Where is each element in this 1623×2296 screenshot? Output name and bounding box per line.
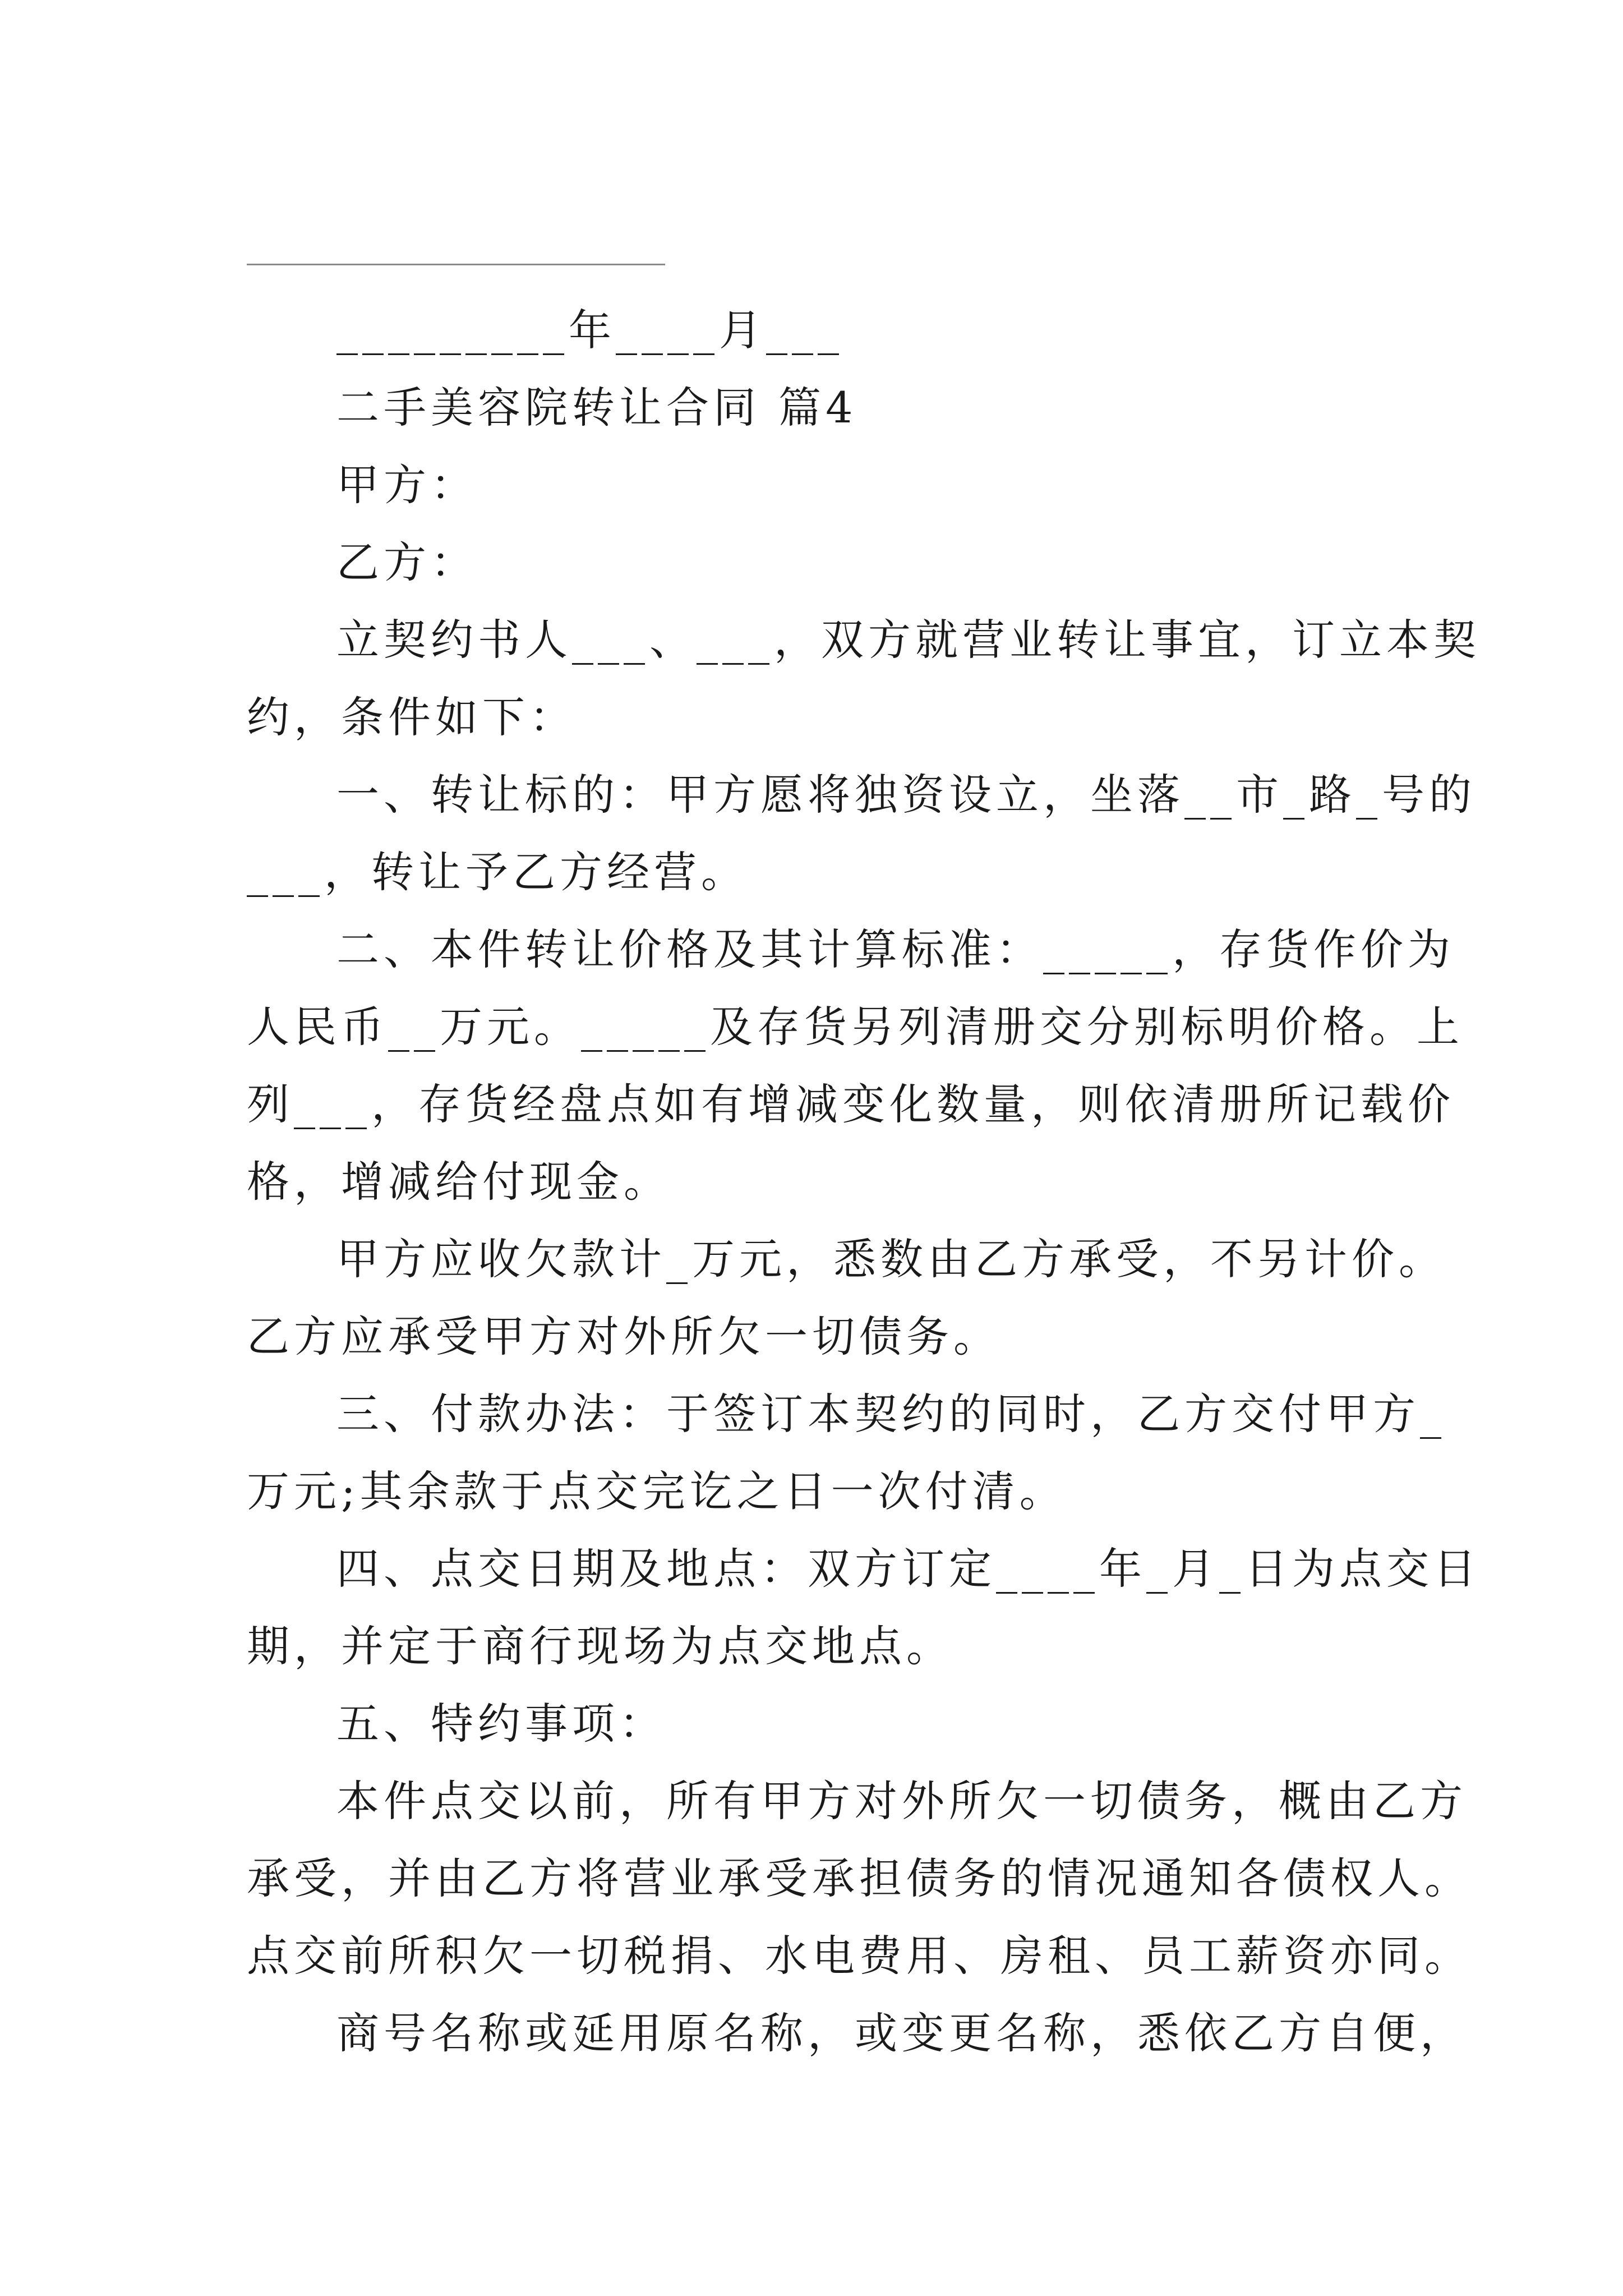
top-divider: [247, 264, 665, 265]
paragraph-receivables: [247, 1221, 1446, 1375]
paragraph-line: ___，转让予乙方经营。: [247, 847, 748, 897]
paragraph-line: 五、特约事项：: [336, 1699, 666, 1749]
paragraph-line: 承受，并由乙方将营业承受承担债务的情况通知各债权人。: [247, 1853, 1472, 1903]
paragraph-line: 甲方应收欠款计_万元，悉数由乙方承受，不另计价。: [336, 1234, 1446, 1284]
paragraph-clause-3: [247, 1375, 1446, 1530]
paragraph-line: 乙方应承受甲方对外所欠一切债务。: [247, 1312, 1000, 1361]
paragraph-line: 期，并定于商行现场为点交地点。: [247, 1621, 953, 1671]
paragraph-line: 点交前所积欠一切税捐、水电费用、房租、员工薪资亦同。: [247, 1931, 1472, 1981]
party-b-label: 乙方：: [336, 537, 478, 587]
paragraph-line: 约，条件如下：: [247, 692, 577, 742]
paragraph-line: 立契约书人___、___，双方就营业转让事宜，订立本契: [336, 615, 1481, 665]
paragraph-clause-5: [247, 1685, 1410, 1763]
paragraph-special-terms: [247, 1763, 1472, 1995]
paragraph-preamble: [247, 601, 1481, 756]
paragraph-clause-2: [247, 911, 1464, 1221]
paragraph-line: 列___，存货经盘点如有增减变化数量，则依清册所记载价: [247, 1079, 1455, 1129]
paragraph-line: 三、付款办法：于签订本契约的同时，乙方交付甲方_: [336, 1389, 1446, 1439]
paragraph-line: 一、转让标的：甲方愿将独资设立，坐落__市_路_号的: [336, 770, 1476, 820]
paragraph-line: 万元;其余款于点交完讫之日一次付清。: [247, 1466, 1067, 1516]
party-a-label: 甲方：: [336, 460, 478, 510]
paragraph-line: 二、本件转让价格及其计算标准：_____，存货作价为: [336, 924, 1455, 974]
section-title: 二手美容院转让合同 篇4: [336, 383, 857, 432]
paragraph-clause-4: [247, 1530, 1481, 1685]
date-line: _________年____月___: [336, 305, 843, 355]
paragraph-line: 人民币__万元。_____及存货另列清册交分别标明价格。上: [247, 1002, 1464, 1052]
document-body: [247, 292, 1481, 2072]
paragraph-line: 本件点交以前，所有甲方对外所欠一切债务，概由乙方: [336, 1776, 1467, 1826]
paragraph-line: 商号名称或延用原名称，或变更名称，悉依乙方自便，: [336, 2008, 1467, 2058]
paragraph-line: 格，增减给付现金。: [247, 1157, 671, 1207]
paragraph-clause-1: [247, 756, 1476, 911]
paragraph-line: 四、点交日期及地点：双方订定____年_月_日为点交日: [336, 1544, 1481, 1594]
paragraph-trade-name: [247, 1995, 1467, 2072]
